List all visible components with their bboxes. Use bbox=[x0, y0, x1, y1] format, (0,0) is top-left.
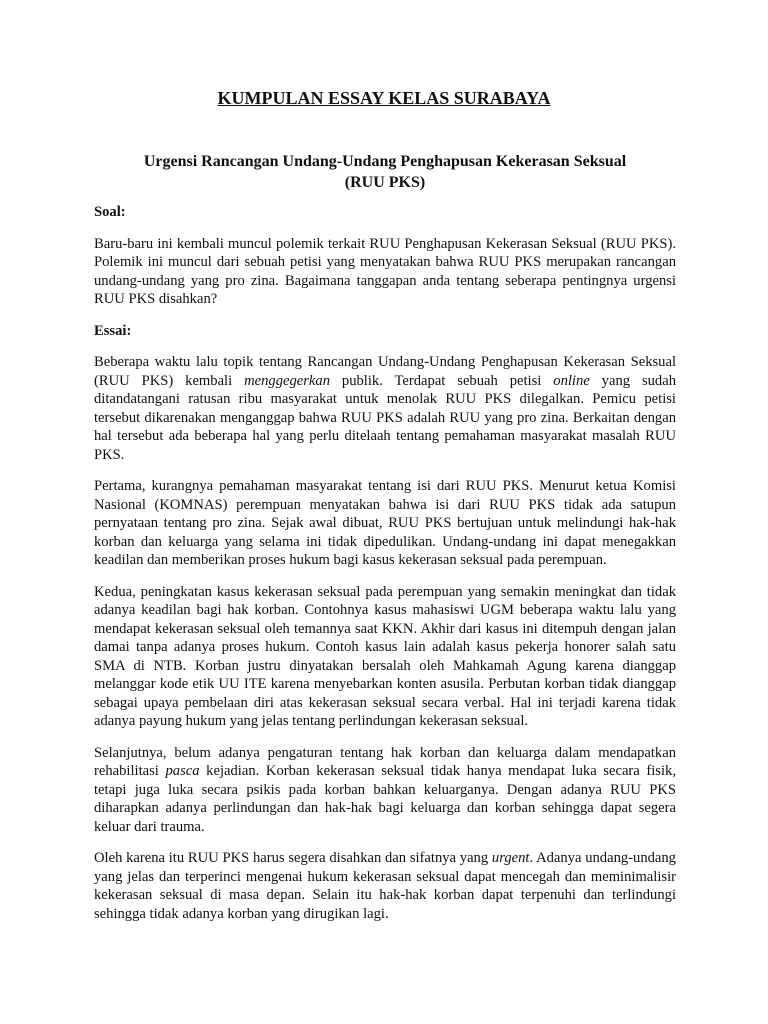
italic-run: menggegerkan bbox=[244, 372, 330, 389]
document-title: KUMPULAN ESSAY KELAS SURABAYA bbox=[217, 88, 551, 108]
soal-paragraph: Baru-baru ini kembali muncul polemik terkait RUU Penghapusan Kekerasan Seksual (RUU PKS). Polemik ini muncul dari sebuah petisi yang menyatakan bahwa RUU PKS merupakan rancangan undang-undang yang pro zina. Bagaimana tanggapan anda tentang seberapa pentingnya urgensi RUU PKS disahkan? bbox=[94, 235, 676, 307]
essay-paragraph-1 bbox=[94, 353, 676, 464]
text-run: Beberapa waktu lalu topik tentang Rancangan Undang-Undang Penghapusan Kekerasan Seksual (RUU PKS) kembali bbox=[94, 354, 676, 389]
essay-paragraph-3: Kedua, peningkatan kasus kekerasan seksual pada perempuan yang semakin meningkat dan tidak adanya keadilan bagi hak korban. Contohnya kasus mahasiswi UGM beberapa waktu lalu yang mendapat kekerasan seksual oleh temannya saat KKN. Akhir dari kasus ini ditempuh dengan jalan damai tanpa adanya proses hukum. Contoh kasus lain adalah kasus pekerja honorer salah satu SMA di NTB. Korban justru dinyatakan bersalah oleh Mahkamah Agung karena dianggap melanggar kode etik UU ITE karena menyebarkan konten asusila. Perbutan korban tidak dianggap sebagai upaya pembelaan diri atas kekerasan seksual secara verbal. Hal ini terjadi karena tidak adanya payung hukum yang jelas tentang perlindungan kekerasan seksual. bbox=[94, 583, 676, 729]
italic-run: urgent bbox=[491, 850, 530, 866]
text-run: kejadian. Korban kekerasan seksual tidak hanya mendapat luka secara fisik, tetapi juga luka secara psikis pada korban bahkan keluarganya. Dengan adanya RUU PKS diharapkan adanya perlindungan dan hak-hak bagi keluarga dan korban sehingga dapat segera keluar dari trauma. bbox=[94, 763, 676, 835]
soal-label: Soal: bbox=[94, 204, 126, 220]
essay-paragraph-2: Pertama, kurangnya pemahaman masyarakat tentang isi dari RUU PKS. Menurut ketua Komisi Nasional (KOMNAS) perempuan menyatakan bahwa isi dari RUU PKS tidak ada satupun pernyataan tentang pro zina. Sejak awal dibuat, RUU PKS bertujuan untuk melindungi hak-hak korban dan keluarga yang selama ini tidak dipedulikan. Undang-undang ini dapat menegakkan keadilan dan memberikan proses hukum bagi kasus kekerasan seksual pada perempuan. bbox=[94, 478, 676, 568]
text-run: yang sudah ditandatangani ratusan ribu masyarakat untuk menolak RUU PKS dilegalkan. Pemicu petisi tersebut dikarenakan menganggap bahwa RUU PKS adalah RUU yang pro zina. Berkaitan dengan hal tersebut ada beberapa hal yang perlu ditelaah tentang pemahaman masyarakat masalah RUU PKS. bbox=[94, 372, 677, 463]
document-body bbox=[94, 203, 676, 936]
text-run: Selanjutnya, belum adanya pengaturan tentang hak korban dan keluarga dalam mendapatkan rehabilitasi bbox=[94, 744, 676, 779]
subtitle-line-1: Urgensi Rancangan Undang-Undang Penghapusan Kekerasan Seksual bbox=[143, 153, 627, 170]
essai-label: Essai: bbox=[94, 322, 132, 339]
essay-paragraph-4 bbox=[94, 744, 676, 837]
essay-subtitle bbox=[94, 151, 676, 193]
italic-run: pasca bbox=[165, 763, 200, 779]
subtitle-line-2: (RUU PKS) bbox=[344, 174, 426, 191]
italic-run: online bbox=[553, 372, 590, 389]
essay-paragraph-5 bbox=[94, 849, 676, 923]
text-run: . Adanya undang-undang yang jelas dan terperinci mengenai hukum kekerasan seksual dapat mencegah dan meminimalisir kekerasan seksual di masa depan. Selain itu hak-hak korban dapat terpenuhi dan terlindungi sehingga tidak adanya korban yang dirugikan lagi. bbox=[94, 850, 676, 922]
text-run: Oleh karena itu RUU PKS harus segera disahkan dan sifatnya yang bbox=[94, 850, 492, 866]
text-run: publik. Terdapat sebuah petisi bbox=[330, 372, 554, 389]
